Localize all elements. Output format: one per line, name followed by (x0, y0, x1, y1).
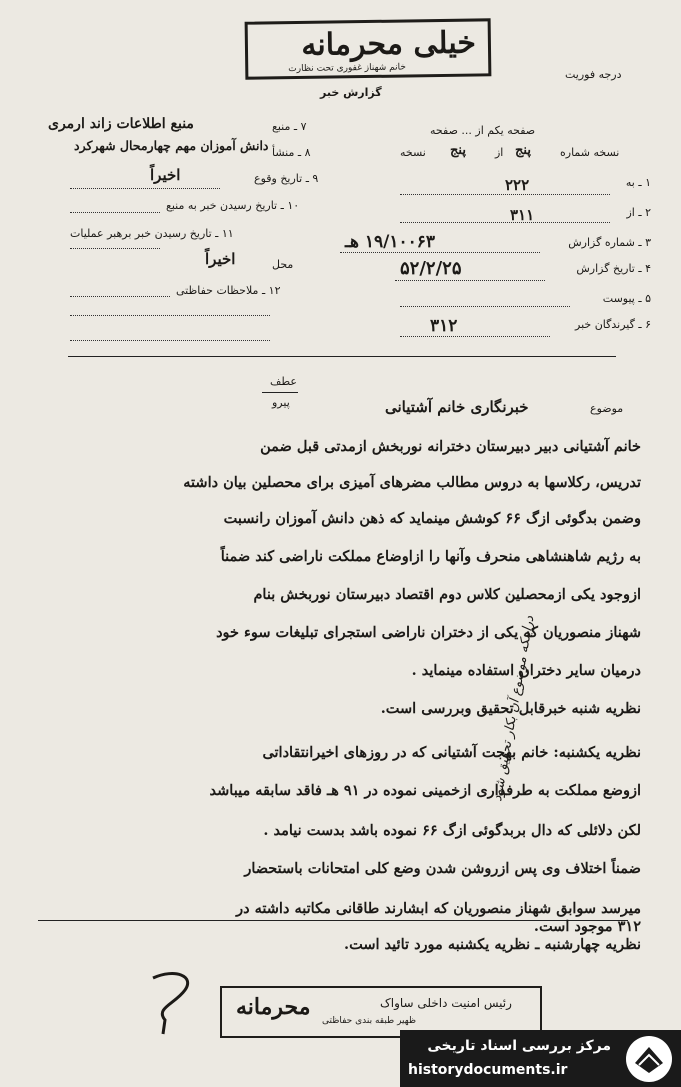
footer-center-name: مرکز بررسی اسناد تاریخی (427, 1038, 611, 1054)
body-line: ازوضع مملکت به طرفداری ازخمینی نموده در ۹۱ هـ فاقد سابقه میباشد (209, 782, 641, 799)
body-line: درمیان سایر دختران استفاده مینماید . (411, 662, 641, 679)
field-security-notes-label: ۱۲ ـ ملاحظات حفاظتی (176, 284, 281, 297)
body-line: ازوجود یکی ازمحصلین کلاس دوم اقتصاد دبیرستان نوربخش بنام (253, 586, 641, 603)
field-occurrence-date-label: ۹ ـ تاریخ وقوع (254, 172, 319, 185)
body-line: لکن دلائلی که دال بربدگوئی ازگ ۶۶ نموده باشد بدست نیامد . (263, 822, 641, 839)
body-line: به رژیم شاهنشاهی منحرف وآنها را ازاوضاع مملکت ناراضی کند ضمناً (220, 548, 641, 565)
body-line: وضمن بدگوئی ازگ ۶۶ کوشش مینماید که ذهن دانش آموزان رانسبت (223, 510, 641, 527)
document-logo-icon (623, 1033, 675, 1085)
field-origin-value: دانش آموزان مهم چهارمحال شهرکرد (74, 138, 269, 153)
footer-bar (400, 1030, 681, 1087)
body-line: شهناز منصوریان که یکی از دختران ناراضی استجرای تبلیغات سوء خود (216, 624, 641, 641)
field-report-date-value: ۵۲/۲/۲۵ (400, 258, 462, 279)
bottom-stamp-title: محرمانه (236, 994, 311, 1020)
margin-handwritten-note: دراینکه موضوع آن بکار تحقیق شود (490, 614, 538, 803)
field-location-value: اخیراً (205, 250, 236, 268)
field-report-date-label: ۴ ـ تاریخ گزارش (576, 262, 651, 275)
body-line: نظریه شنبه خبرقابل تحقیق وبررسی است. (380, 700, 641, 717)
body-line: ۳۱۲ موجود است. (533, 918, 641, 935)
field-attachment-label: ۵ ـ پیوست (602, 292, 651, 305)
classification-stamp (245, 18, 492, 79)
header-divider (68, 356, 616, 357)
classification-title: خیلی محرمانه (301, 25, 477, 63)
field-recipients-value: ۳۱۲ (430, 316, 458, 336)
field-report-number-label: ۳ ـ شماره گزارش (568, 236, 651, 249)
field-location-label: محل (272, 258, 294, 271)
field-origin-label: ۸ ـ منشأ (272, 146, 311, 159)
signature-label: رئیس امنیت داخلی ساواک (380, 996, 512, 1010)
report-type-label: گزارش خبر (320, 86, 382, 99)
field-report-number-value: ۱۹/۱۰۰۶۳ هـ (345, 232, 435, 252)
bottom-stamp-small: ظهیر طبقه بندی حفاظتی (322, 1016, 417, 1026)
field-to-value: ۲۲۲ (505, 176, 530, 194)
body-line: ضمناً اختلاف وی پس ازروشن شدن وضع کلی امتحانات باستحضار (244, 860, 641, 877)
body-line: تدریس، رکلاسها به دروس مطالب مضرهای آمیزی برای محصلین بیان داشته (183, 474, 641, 491)
field-source-received-label: ۱۰ ـ تاریخ رسیدن خبر به منبع (166, 199, 300, 212)
copy-of-label: از (495, 146, 504, 159)
priority-label: درجه فوریت (565, 68, 622, 81)
field-to-label: ۱ ـ به (625, 176, 651, 189)
copy-suffix-label: نسخه (400, 146, 426, 159)
field-ops-received-label: ۱۱ ـ تاریخ رسیدن خبر برهبر عملیات (70, 227, 234, 240)
copy-number-value: پنج (515, 143, 531, 158)
handwritten-scribble (145, 968, 205, 1038)
body-line: نظریه یکشنبه: خانم بهجت آشتیانی که در روزهای اخیرانتقاداتی (262, 744, 641, 761)
footer-url: historydocuments.ir (408, 1062, 568, 1078)
subject-label: موضوع (590, 402, 624, 415)
field-from-value: ۳۱۱ (510, 206, 535, 224)
field-source-value: منبع اطلاعات زاند ارمری (48, 116, 194, 132)
page-label: صفحه یکم از ... صفحه (430, 124, 536, 137)
field-occurrence-date-value: اخیراً (150, 166, 181, 184)
field-source-label: ۷ ـ منبع (272, 120, 307, 133)
copy-of-value: پنج (450, 143, 466, 158)
subject-value: خبرنگاری خانم آشتیانی (385, 398, 529, 416)
body-line: نظریه چهارشنبه ـ نظریه یکشنبه مورد تائید است. (344, 936, 641, 953)
body-line: خانم آشتیانی دبیر دبیرستان دخترانه نوربخش ازمدتی قبل ضمن (260, 438, 641, 455)
body-line: میرسد سوابق شهناز منصوریان که ابشارند طاقانی مکاتبه داشته در (236, 900, 641, 917)
copy-number-label: نسخه شماره (560, 146, 620, 159)
reference-label: عطف (270, 375, 297, 388)
follow-up-label: پیرو (272, 396, 290, 409)
classification-stamp-small: خانم شهناز غفوری تحت نظارت (288, 62, 406, 75)
field-recipients-label: ۶ ـ گیرندگان خبر (575, 318, 651, 331)
field-from-label: ۲ ـ از (626, 206, 651, 219)
